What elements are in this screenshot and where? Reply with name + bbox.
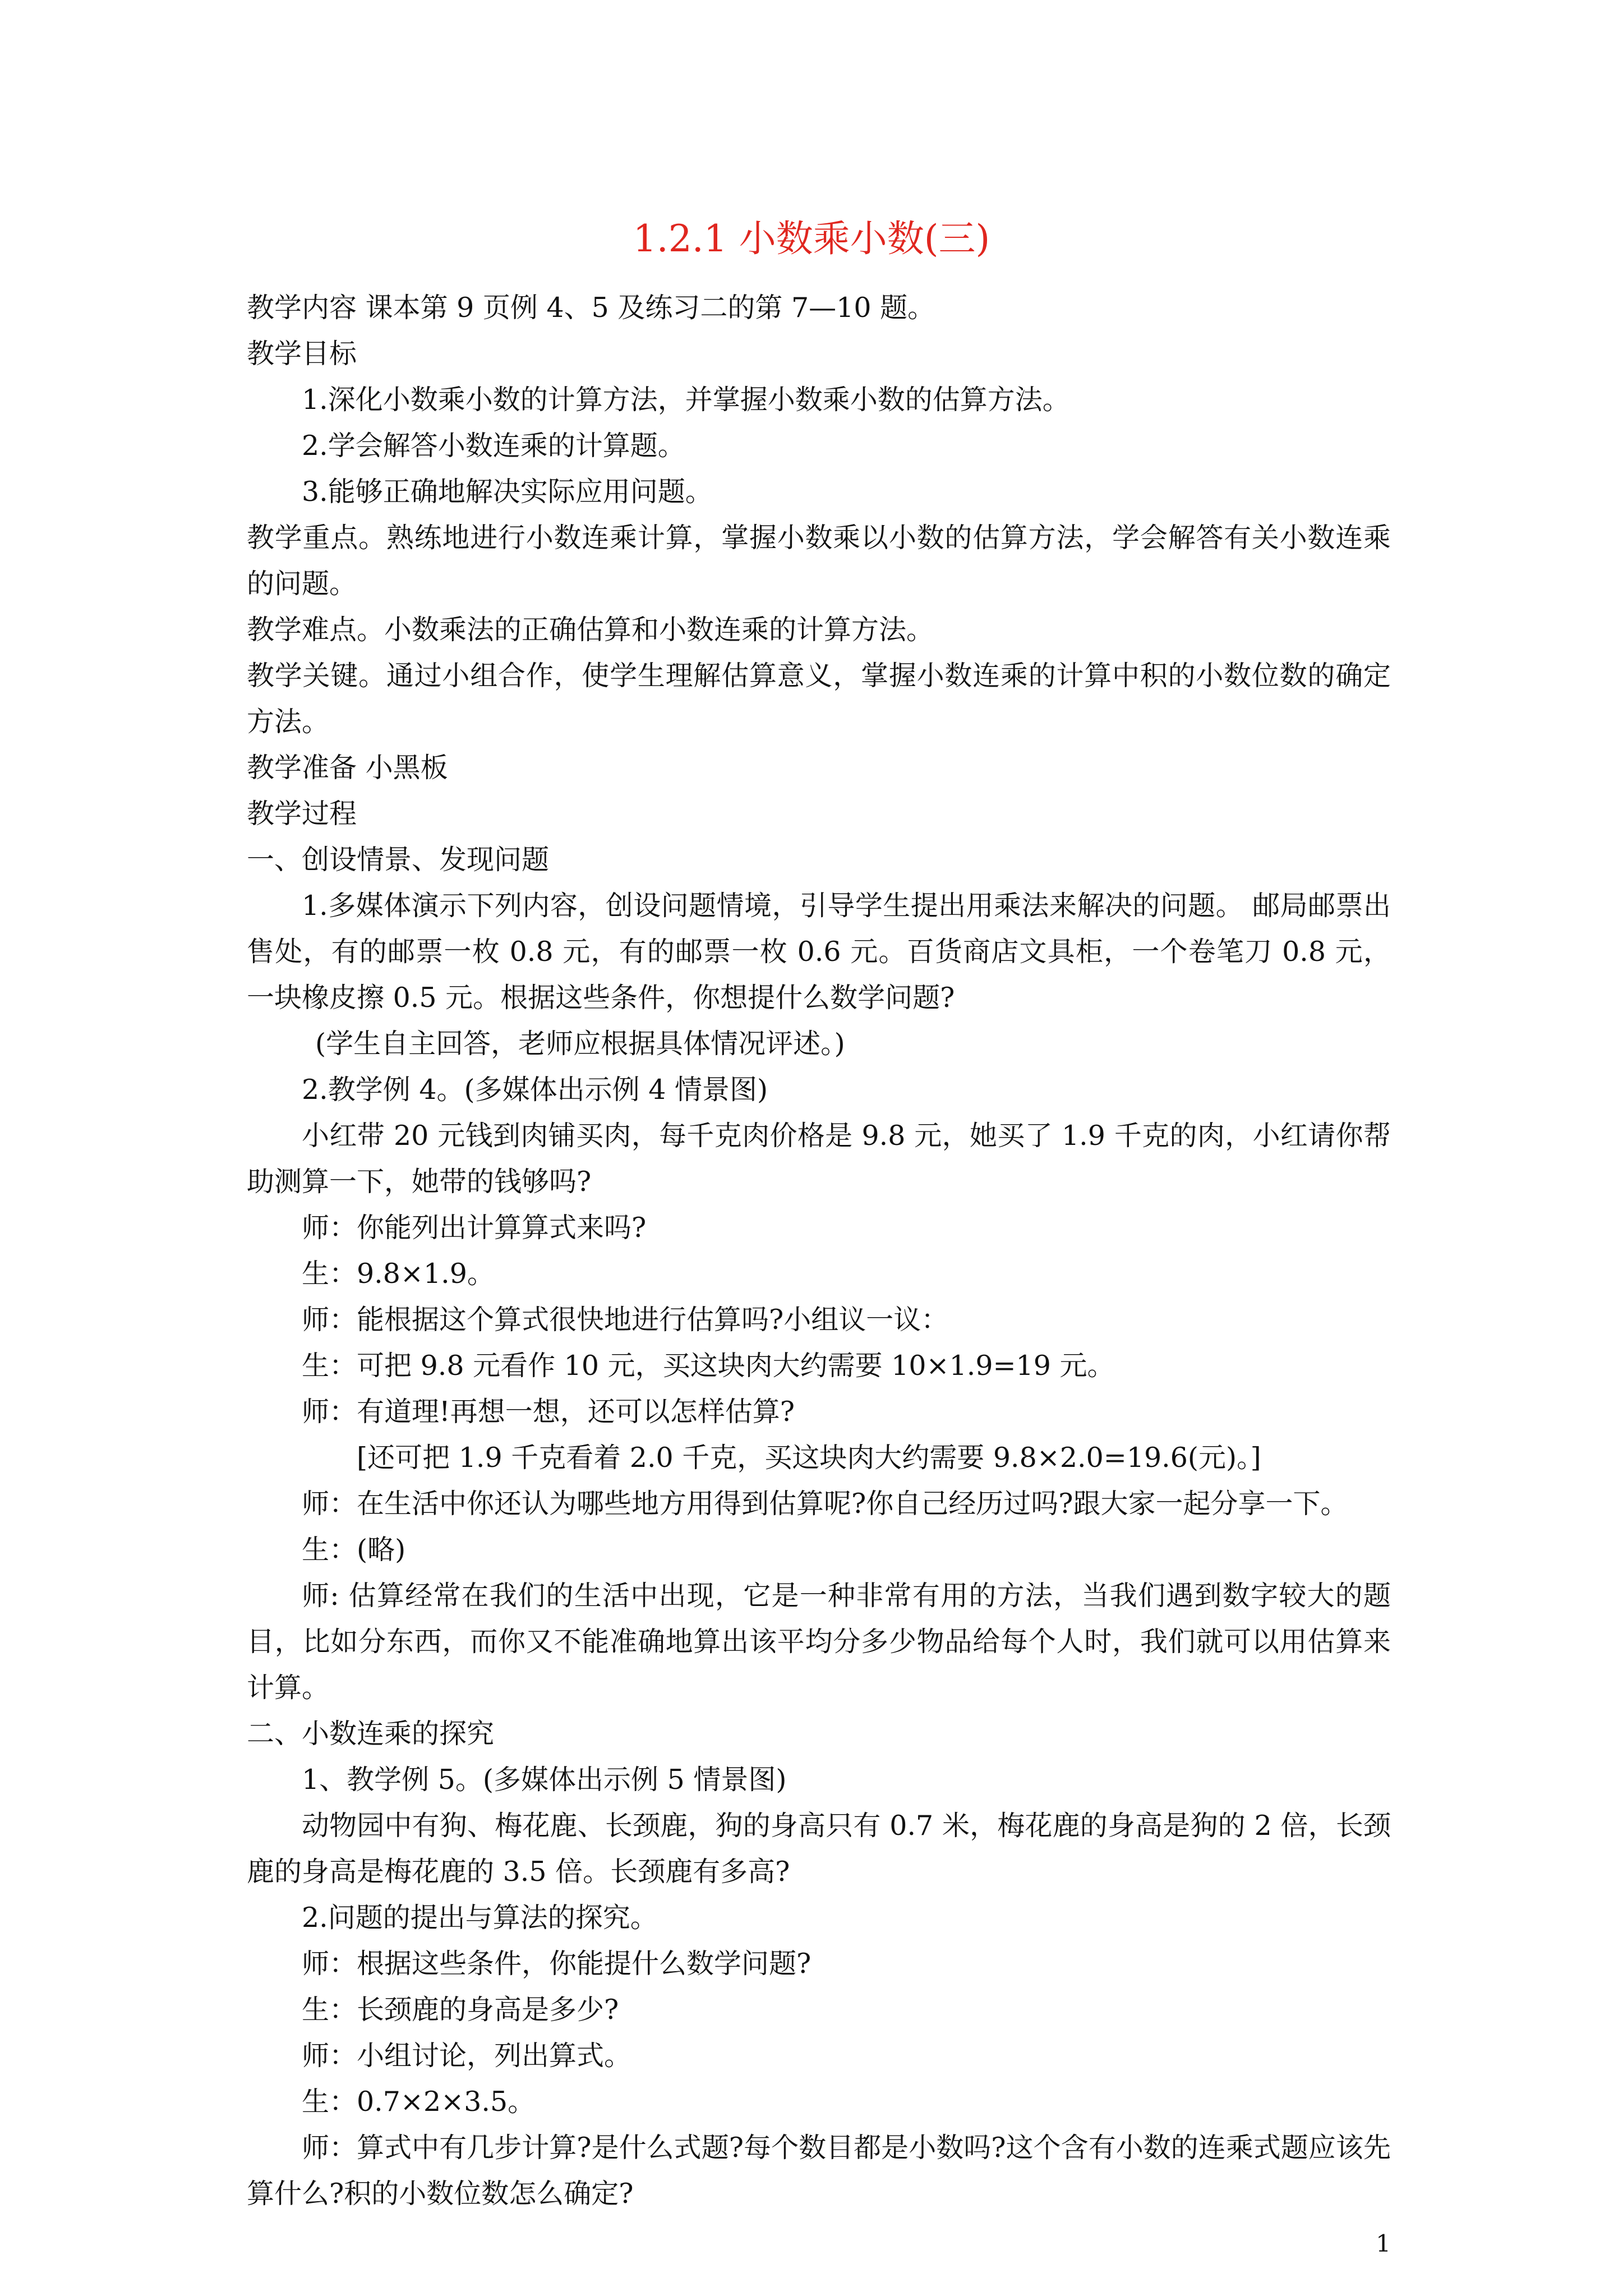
dialogue-line: 生：0.7×2×3.5。 — [302, 2086, 536, 2118]
section-heading: 教学过程 — [247, 798, 357, 830]
page-number: 1 — [1376, 2230, 1391, 2257]
dialogue-line: 师：算式中有几步计算?是什么式题?每个数目都是小数吗?这个含有小数的连乘式题应该先算什么?积的小数位数怎么确定? — [247, 2132, 1391, 2210]
paragraph: 2.学会解答小数连乘的计算题。 — [302, 430, 685, 462]
paragraph: 3.能够正确地解决实际应用问题。 — [302, 476, 713, 508]
document-body — [247, 285, 1391, 2217]
dialogue-line: 师：在生活中你还认为哪些地方用得到估算呢?你自己经历过吗?跟大家一起分享一下。 — [302, 1488, 1348, 1520]
paragraph: 教学难点。小数乘法的正确估算和小数连乘的计算方法。 — [247, 614, 934, 646]
paragraph: 教学重点。熟练地进行小数连乘计算，掌握小数乘以小数的估算方法，学会解答有关小数连乘的问题。 — [247, 522, 1391, 600]
paragraph: 1.多媒体演示下列内容，创设问题情境，引导学生提出用乘法来解决的问题。 邮局邮票出售处，有的邮票一枚 0.8 元，有的邮票一枚 0.6 元。百货商店文具柜，一个卷笔刀 0.8 元，一块橡皮擦 0.5 元。根据这些条件，你想提什么数学问题? — [247, 890, 1391, 1014]
dialogue-line: 生：可把 9.8 元看作 10 元，买这块肉大约需要 10×1.9=19 元。 — [302, 1350, 1115, 1382]
dialogue-line: 师：有道理!再想一想，还可以怎样估算? — [302, 1396, 795, 1428]
paragraph: 1.深化小数乘小数的计算方法，并掌握小数乘小数的估算方法。 — [302, 384, 1070, 416]
section-heading: 二、小数连乘的探究 — [247, 1718, 495, 1750]
dialogue-line: 生：(略) — [302, 1534, 406, 1566]
paragraph: 2.问题的提出与算法的探究。 — [302, 1902, 658, 1934]
paragraph: 教学准备 小黑板 — [247, 752, 448, 784]
dialogue-line: 生：9.8×1.9。 — [302, 1258, 495, 1290]
paragraph: 小红带 20 元钱到肉铺买肉，每千克肉价格是 9.8 元，她买了 1.9 千克的肉，小红请你帮助测算一下，她带的钱够吗? — [247, 1120, 1391, 1198]
paragraph: (学生自主回答，老师应根据具体情况评述。) — [315, 1028, 845, 1060]
paragraph: 教学关键。通过小组合作，使学生理解估算意义，掌握小数连乘的计算中积的小数位数的确定方法。 — [247, 660, 1391, 738]
dialogue-line: 师：能根据这个算式很快地进行估算吗?小组议一议： — [302, 1304, 949, 1336]
dialogue-line: 师：根据这些条件，你能提什么数学问题? — [302, 1948, 811, 1980]
paragraph: 2.教学例 4。(多媒体出示例 4 情景图) — [302, 1074, 768, 1106]
dialogue-line: 师: 估算经常在我们的生活中出现，它是一种非常有用的方法，当我们遇到数字较大的题目，比如分东西，而你又不能准确地算出该平均分多少物品给每个人时，我们就可以用估算来计算。 — [247, 1580, 1391, 1704]
section-heading: 教学目标 — [247, 338, 357, 370]
dialogue-line: 师：你能列出计算算式来吗? — [302, 1212, 647, 1244]
dialogue-line: 生：长颈鹿的身高是多少? — [302, 1994, 619, 2026]
paragraph: 1、教学例 5。(多媒体出示例 5 情景图) — [302, 1764, 787, 1796]
section-heading: 一、创设情景、发现问题 — [247, 844, 550, 876]
dialogue-line: 师：小组讨论，列出算式。 — [302, 2040, 632, 2072]
paragraph: 教学内容 课本第 9 页例 4、5 及练习二的第 7—10 题。 — [247, 292, 935, 324]
paragraph: 动物园中有狗、梅花鹿、长颈鹿，狗的身高只有 0.7 米，梅花鹿的身高是狗的 2 倍，长颈鹿的身高是梅花鹿的 3.5 倍。长颈鹿有多高? — [247, 1810, 1391, 1888]
document-title: 1.2.1 小数乘小数(三) — [633, 217, 990, 260]
paragraph: [还可把 1.9 千克看着 2.0 千克，买这块肉大约需要 9.8×2.0=19.6(元)。] — [357, 1442, 1261, 1474]
